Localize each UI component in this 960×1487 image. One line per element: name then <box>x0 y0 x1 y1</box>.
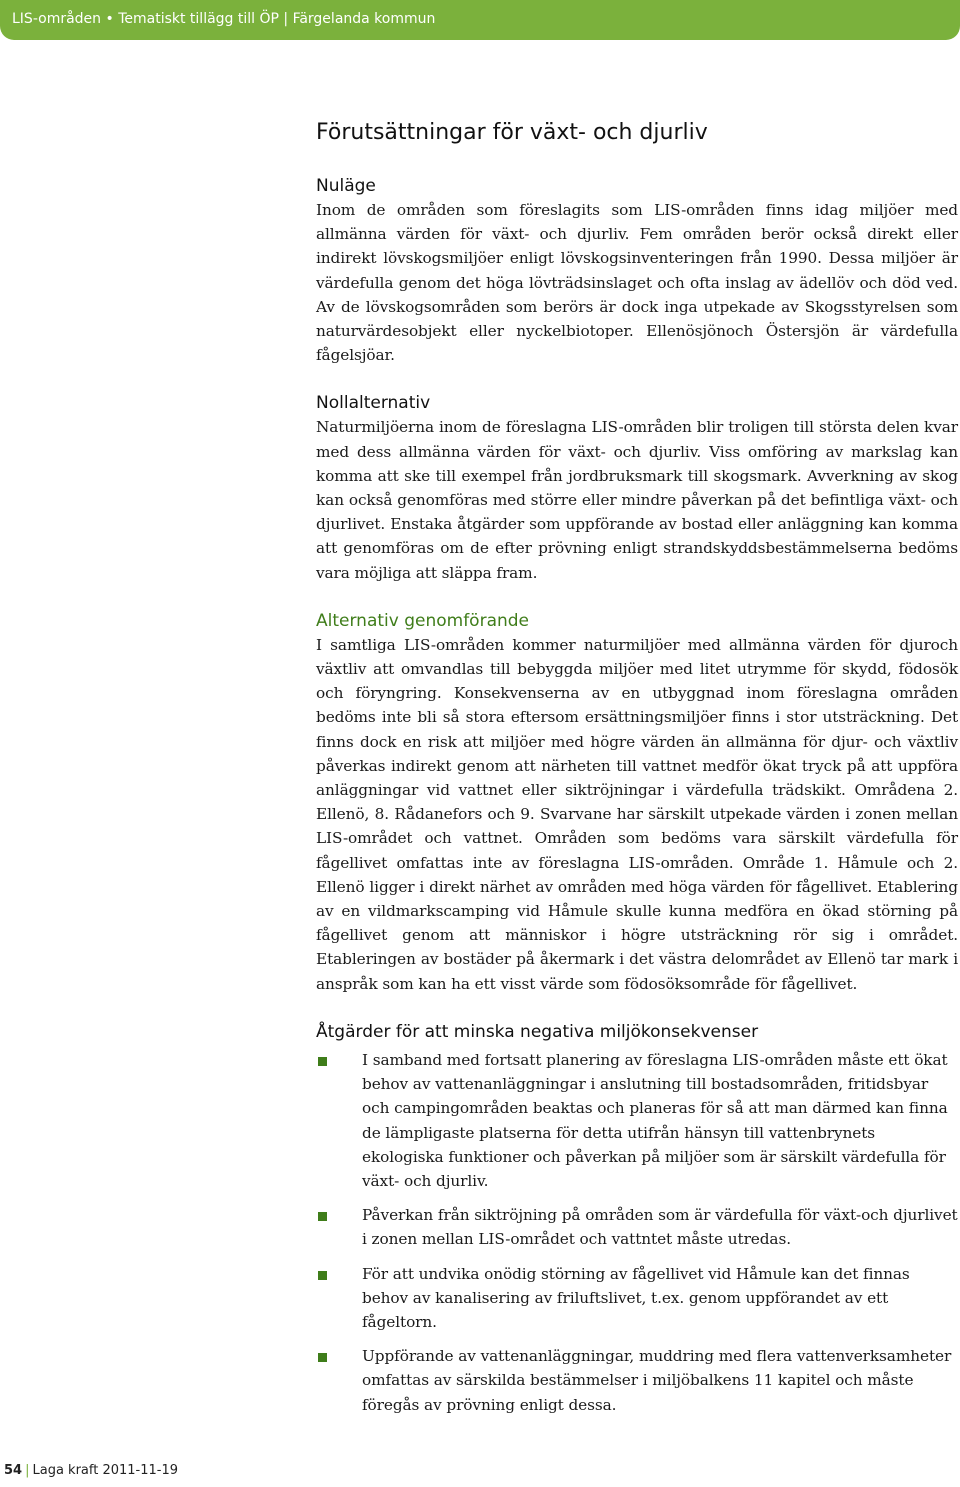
main-content <box>316 118 958 1427</box>
square-bullet-icon <box>318 1212 327 1221</box>
footer-text: Laga kraft 2011-11-19 <box>32 1463 179 1478</box>
list-item <box>316 1262 958 1335</box>
square-bullet-icon <box>318 1271 327 1280</box>
alternativ-heading: Alternativ genomförande <box>316 610 530 631</box>
nollalternativ-heading: Nollalternativ <box>316 393 431 414</box>
list-item <box>316 1048 958 1193</box>
nulage-paragraph: Inom de områden som föreslagits som LIS-områden finns idag miljöer med allmänna värden för växt- och djurliv. Fem områden berör också direkt eller indirekt lövskogsmiljöer enligt lövskogsinventeringen från 1990. Dessa miljöer är värdefulla genom det höga lövträdsinslaget och ofta inslag av ädellöv och död ved. Av de lövskogsområden som berörs är dock inga utpekade av Skogsstyrelsen som naturvärdesobjekt eller nyckelbiotoper. Ellenösjönoch Östersjön är värdefulla fågelsjöar. <box>316 201 958 365</box>
header-bar <box>0 0 960 40</box>
page-number: 54 <box>4 1463 23 1478</box>
list-item-text: Påverkan från siktröjning på områden som är värdefulla för växt-och djurlivet i zonen mellan LIS-området och vattntet måste utredas. <box>362 1206 958 1249</box>
alternativ-paragraph: I samtliga LIS-områden kommer naturmiljöer med allmänna värden för djuroch växtliv att omvandlas till bebyggda miljöer med litet utrymme för skydd, födosök och föryngring. Konsekvenserna av en utbyggnad inom föreslagna områden bedöms inte bli så stora eftersom ersättningsmiljöer finns i stor utsträckning. Det finns dock en risk att miljöer med högre värden än allmänna för djur- och växtliv påverkas indirekt genom att närheten till vattnet medför ökat tryck på att uppföra anläggningar vid vattnet eller siktröjningar i värdefulla trädskikt. Områdena 2. Ellenö, 8. Rådanefors och 9. Svarvane har särskilt utpekade värden i zonen mellan LIS-området och vattnet. Områden som bedöms vara särskilt värdefulla för fågellivet omfattas inte av föreslagna LIS-områden. Område 1. Håmule och 2. Ellenö ligger i direkt närhet av områden med höga värden för fågellivet. Etablering av en vildmarkscamping vid Håmule skulle kunna medföra en ökad störning på fågellivet genom att människor i högre utsträckning rör sig i området. Etableringen av bostäder på åkermark i det västra delområdet av Ellenö tar mark i anspråk som kan ha ett visst värde som födosöksområde för fågellivet. <box>316 635 958 993</box>
nollalternativ-paragraph: Naturmiljöerna inom de föreslagna LIS-områden blir troligen till största delen kvar med dess allmänna värden för växt- och djurliv. Viss omföring av markslag kan komma att ske till exempel från jordbruksmark till skogsmark. Avverkning av skog kan också genomföras med större eller mindre påverkan på det befintliga växt- och djurlivet. Enstaka åtgärder som uppförande av bostad eller anläggning kan komma att genomföras om de efter prövning enligt strandskyddsbestämmelserna bedöms vara möjliga att släppa fram. <box>316 418 958 582</box>
list-item <box>316 1344 958 1417</box>
page-footer <box>4 1463 178 1478</box>
header-title: LIS-områden • Tematiskt tillägg till ÖP | Färgelanda kommun <box>12 11 436 27</box>
list-item-text: Uppförande av vattenanläggningar, muddring med flera vattenverksamheter omfattas av särskilda bestämmelser i miljöbalkens 11 kapitel och måste föregås av prövning enligt dessa. <box>362 1347 952 1414</box>
nulage-heading: Nuläge <box>316 176 376 196</box>
list-item-text: För att undvika onödig störning av fågellivet vid Håmule kan det finnas behov av kanalisering av friluftslivet, t.ex. genom uppförandet av ett fågeltorn. <box>362 1264 910 1331</box>
list-item-text: I samband med fortsatt planering av föreslagna LIS-områden måste ett ökat behov av vattenanläggningar i anslutning till bostadsområden, fritidsbyar och campingområden beaktas och planeras för så att man därmed kan finna de lämpligaste platserna för detta utifrån hänsyn till vattenbrynets ekologiska funktioner och påverkan på miljöer som är särskilt värdefulla för växt- och djurliv. <box>362 1050 948 1190</box>
footer-separator: | <box>25 1463 30 1478</box>
square-bullet-icon <box>318 1353 327 1362</box>
atgarder-heading: Åtgärder för att minska negativa miljökonsekvenser <box>316 1021 759 1042</box>
atgarder-list <box>316 1048 958 1417</box>
list-item <box>316 1203 958 1251</box>
section-title: Förutsättningar för växt- och djurliv <box>316 120 708 145</box>
square-bullet-icon <box>318 1057 327 1066</box>
